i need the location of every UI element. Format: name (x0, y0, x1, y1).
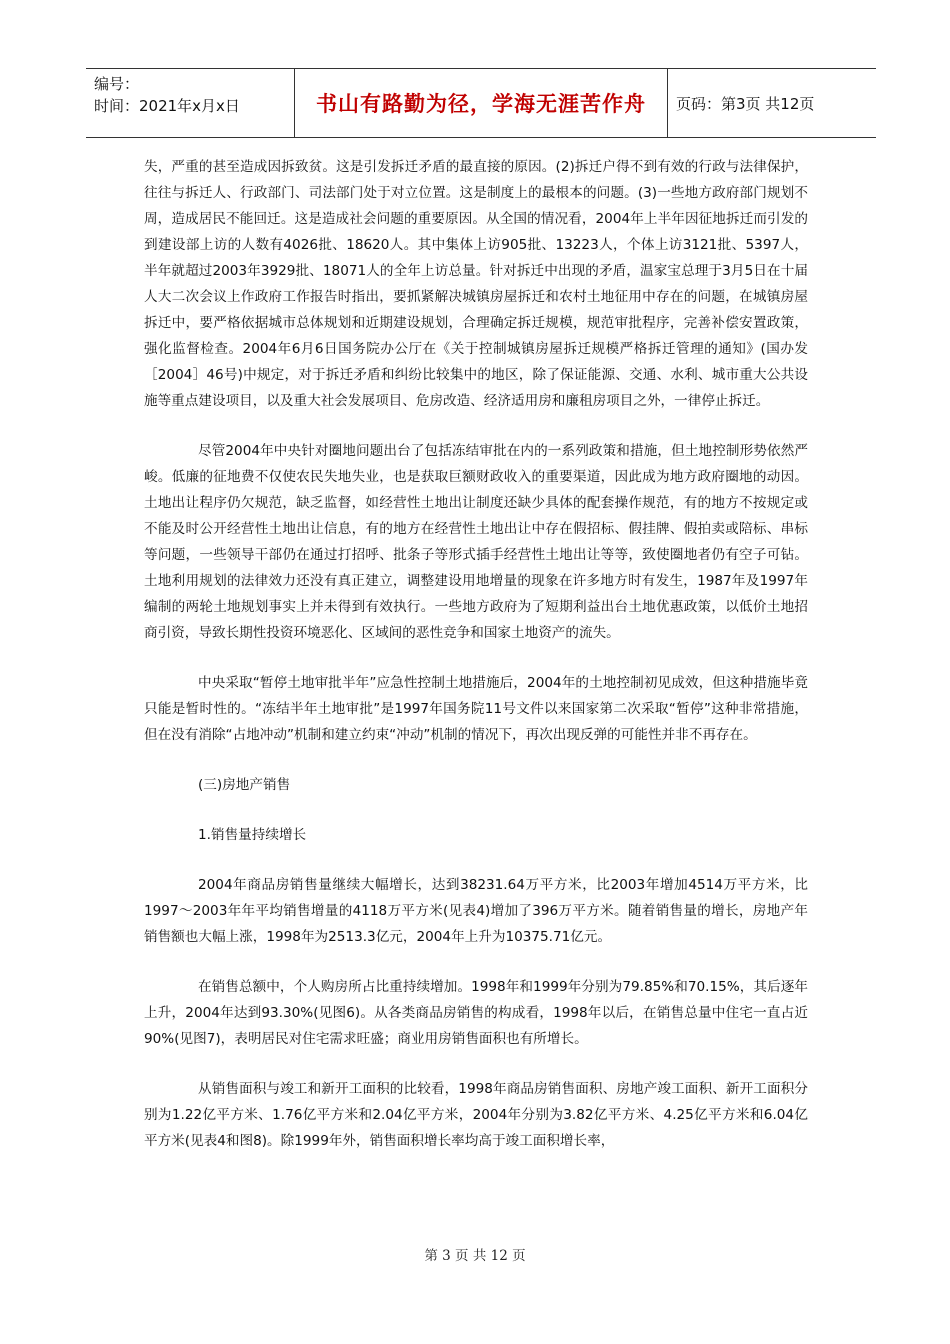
section-heading: (三)房地产销售 (198, 777, 291, 793)
subsection-heading: 1.销售量持续增长 (198, 827, 307, 843)
paragraph: 失，严重的甚至造成因拆致贫。这是引发拆迁矛盾的最直接的原因。(2)拆迁户得不到有效的行政与法律保护，往往与拆迁人、行政部门、司法部门处于对立位置。这是制度上的最根本的问题。(3)一些地方政府部门规划不周，造成居民不能回迁。这是造成社会问题的重要原因。从全国的情况看，2004年上半年因征地拆迁而引发的到建设部上访的人数有4026批、18620人。其中集体上访905批、13223人，个体上访3121批、5397人，半年就超过2003年3929批、18071人的全年上访总量。针对拆迁中出现的矛盾，温家宝总理于3月5日在十届人大二次会议上作政府工作报告时指出，要抓紧解决城镇房屋拆迁和农村土地征用中存在的问题，在城镇房屋拆迁中，要严格依据城市总体规划和近期建设规划，合理确定拆迁规模，规范审批程序，完善补偿安置政策，强化监督检查。2004年6月6日国务院办公厅在《关于控制城镇房屋拆迁规模严格拆迁管理的通知》(国办发［2004］46号)中规定，对于拆迁矛盾和纠纷比较集中的地区，除了保证能源、交通、水利、城市重大公共设施等重点建设项目，以及重大社会发展项目、危房改造、经济适用房和廉租房项目之外，一律停止拆迁。 (144, 159, 808, 409)
time-label: 时间：2021年x月x日 (94, 97, 240, 115)
header-left (86, 69, 294, 137)
paragraph: 尽管2004年中央针对圈地问题出台了包括冻结审批在内的一系列政策和措施，但土地控制形势依然严峻。低廉的征地费不仅使农民失地失业，也是获取巨额财政收入的重要渠道，因此成为地方政府圈地的动因。土地出让程序仍欠规范，缺乏监督，如经营性土地出让制度还缺少具体的配套操作规范，有的地方不按规定或不能及时公开经营性土地出让信息，有的地方在经营性土地出让中存在假招标、假挂牌、假拍卖或陪标、串标等问题，一些领导干部仍在通过打招呼、批条子等形式插手经营性土地出让等等，致使圈地者仍有空子可钻。土地利用规划的法律效力还没有真正建立，调整建设用地增量的现象在许多地方时有发生，1987年及1997年编制的两轮土地规划事实上并未得到有效执行。一些地方政府为了短期利益出台土地优惠政策，以低价土地招商引资，导致长期性投资环境恶化、区域间的恶性竞争和国家土地资产的流失。 (144, 443, 808, 641)
number-label: 编号： (94, 75, 140, 93)
paragraph: 从销售面积与竣工和新开工面积的比较看，1998年商品房销售面积、房地产竣工面积、新开工面积分别为1.22亿平方米、1.76亿平方米和2.04亿平方米，2004年分别为3.82亿平方米、4.25亿平方米和6.04亿平方米(见表4和图8)。除1999年外，销售面积增长率均高于竣工面积增长率， (144, 1081, 808, 1149)
header-motto: 书山有路勤为径，学海无涯苦作舟 (294, 69, 668, 137)
paragraph: 2004年商品房销售量继续大幅增长，达到38231.64万平方米，比2003年增加4514万平方米，比1997～2003年年平均销售增量的4118万平方米(见表4)增加了396万平方米。随着销售量的增长，房地产年销售额也大幅上涨，1998年为2513.3亿元，2004年上升为10375.71亿元。 (144, 877, 808, 945)
page-header (86, 68, 876, 138)
paragraph: 中央采取“暂停土地审批半年”应急性控制土地措施后，2004年的土地控制初见成效，但这种措施毕竟只能是暂时性的。“冻结半年土地审批”是1997年国务院11号文件以来国家第二次采取“暂停”这种非常措施，但在没有消除“占地冲动”机制和建立约束“冲动”机制的情况下，再次出现反弹的可能性并非不再存在。 (144, 675, 808, 743)
paragraph: 在销售总额中，个人购房所占比重持续增加。1998年和1999年分别为79.85%和70.15%，其后逐年上升，2004年达到93.30%(见图6)。从各类商品房销售的构成看，1998年以后，在销售总量中住宅一直占近90%(见图7)，表明居民对住宅需求旺盛；商业用房销售面积也有所增长。 (144, 979, 808, 1047)
header-page-label: 页码：第3页 共12页 (676, 94, 815, 113)
document-body (144, 154, 808, 1178)
page-footer: 第 3 页 共 12 页 (424, 1248, 526, 1264)
